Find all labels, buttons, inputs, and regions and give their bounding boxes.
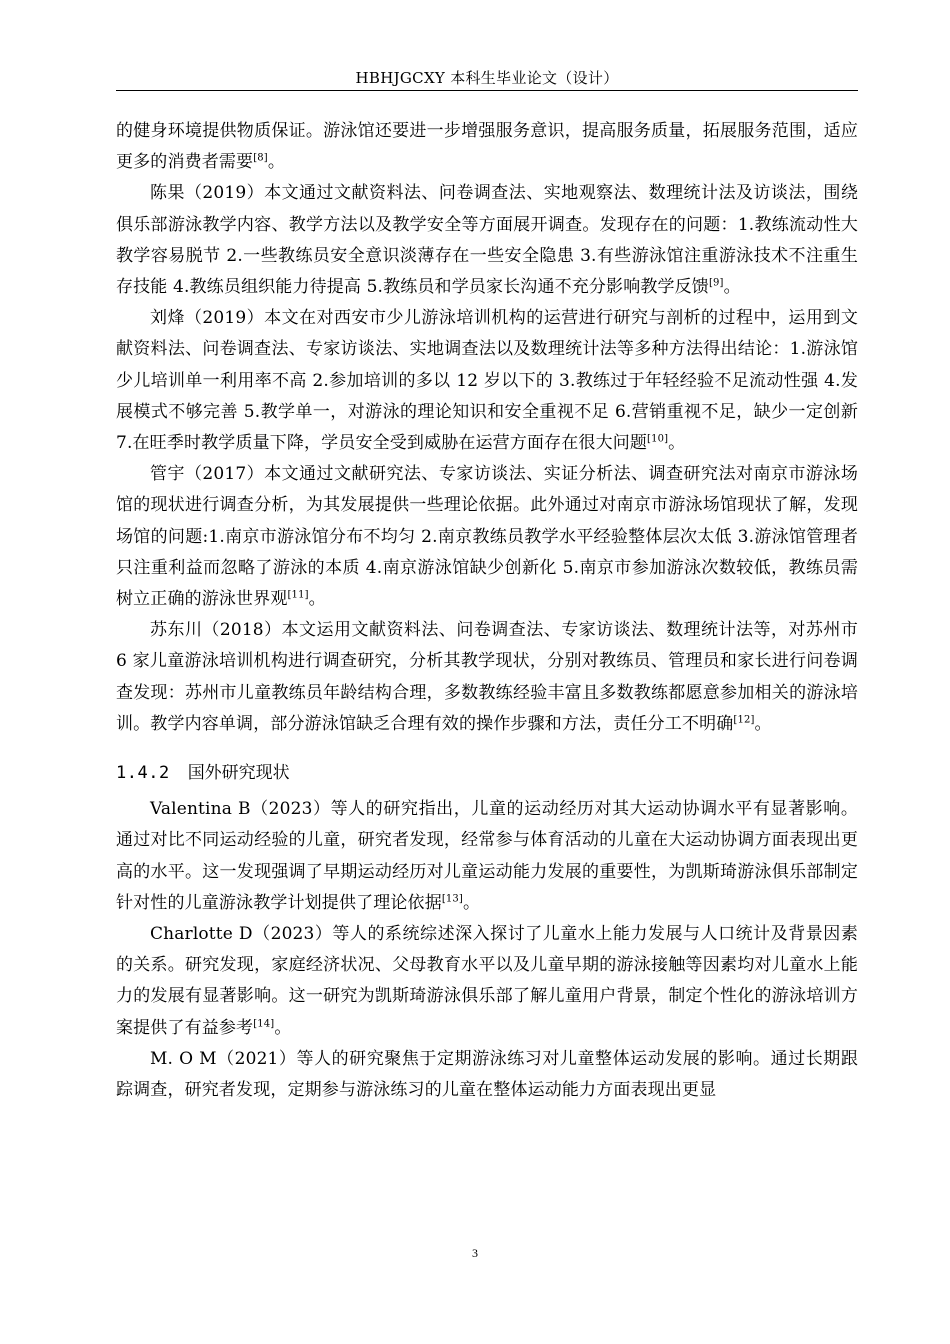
paragraph-text: M. O M（2021）等人的研究聚焦于定期游泳练习对儿童整体运动发展的影响。通过长期跟踪调查，研究者发现，定期参与游泳练习的儿童在整体运动能力方面表现出更显 [116,1048,858,1101]
citation-ref: [11] [287,589,309,601]
citation-ref: [10] [647,433,669,445]
page-body [116,116,858,1106]
paragraph-text: 刘烽（2019）本文在对西安市少儿游泳培训机构的运营进行研究与剖析的过程中，运用到文献资料法、问卷调查法、专家访谈法、实地调查法以及数理统计法等多种方法得出结论：1.游泳馆少儿培训单一利用率不高 2.参加培训的多以 12 岁以下的 3.教练过于年轻经验不足流动性强 4.发展模式不够完善 5.教学单一，对游泳的理论知识和安全重视不足 6.营销重视不足，缺少一定创新 7.在旺季时教学质量下降，学员安全受到威胁在运营方面存在很大问题 [116,308,858,454]
citation-ref: [8] [253,152,268,164]
paragraph-3 [116,303,858,459]
paragraph-1 [116,116,858,178]
citation-ref: [13] [441,893,463,905]
paragraph-tail: 。 [308,589,326,610]
paragraph-text: 的健身环境提供物质保证。游泳馆还要进一步增强服务意识，提高服务质量，拓展服务范围，适应更多的消费者需要 [116,121,858,173]
citation-ref: [12] [733,714,755,726]
paragraph-tail: 。 [754,713,772,734]
paragraph-tail: 。 [267,152,285,173]
paragraph-text: Valentina B（2023）等人的研究指出，儿童的运动经历对其大运动协调水平有显著影响。通过对比不同运动经验的儿童，研究者发现，经常参与体育活动的儿童在大运动协调方面表现出更高的水平。这一发现强调了早期运动经历对儿童运动能力发展的重要性，为凯斯琦游泳俱乐部制定针对性的儿童游泳教学计划提供了理论依据 [116,799,858,913]
header-title: HBHJGCXY 本科生毕业论文（设计） [355,69,619,87]
paragraph-4 [116,459,858,615]
paragraph-text: 管宇（2017）本文通过文献研究法、专家访谈法、实证分析法、调查研究法对南京市游泳场馆的现状进行调查分析，为其发展提供一些理论依据。此外通过对南京市游泳场馆现状了解，发现场馆的问题:1.南京市游泳馆分布不均匀 2.南京教练员教学水平经验整体层次太低 3.游泳馆管理者只注重利益而忽略了游泳的本质 4.南京游泳馆缺少创新化 5.南京市参加游泳次数较低，教练员需树立正确的游泳世界观 [116,464,858,610]
paragraph-8 [116,1044,858,1106]
paragraph-tail: 。 [668,433,686,454]
section-heading [116,758,858,789]
section-number: 1.4.2 [116,763,170,784]
paragraph-6 [116,794,858,919]
citation-ref: [14] [253,1018,275,1030]
paragraph-tail: 。 [274,1017,292,1038]
paragraph-7 [116,919,858,1044]
paragraph-text: 苏东川（2018）本文运用文献资料法、问卷调查法、专家访谈法、数理统计法等，对苏州市 6 家儿童游泳培训机构进行调查研究，分析其教学现状，分别对教练员、管理员和家长进行问卷调查发现：苏州市儿童教练员年龄结构合理，多数教练经验丰富且多数教练都愿意参加相关的游泳培训。教学内容单调，部分游泳馆缺乏合理有效的操作步骤和方法，责任分工不明确 [116,620,858,734]
page-number [0,1246,950,1261]
paragraph-tail: 。 [723,277,741,298]
paragraph-5 [116,615,858,740]
paragraph-tail: 。 [463,892,481,913]
paragraph-2 [116,178,858,303]
running-header [116,68,858,91]
section-title: 国外研究现状 [187,763,290,784]
citation-ref: [9] [708,277,724,289]
paragraph-text: Charlotte D（2023）等人的系统综述深入探讨了儿童水上能力发展与人口统计及背景因素的关系。研究发现，家庭经济状况、父母教育水平以及儿童早期的游泳接触等因素均对儿童水上能力的发展有显著影响。这一研究为凯斯琦游泳俱乐部了解儿童用户背景，制定个性化的游泳培训方案提供了有益参考 [116,924,858,1038]
page-number-text: 3 [472,1246,478,1260]
paragraph-text: 陈果（2019）本文通过文献资料法、问卷调查法、实地观察法、数理统计法及访谈法，围绕俱乐部游泳教学内容、教学方法以及教学安全等方面展开调查。发现存在的问题：1.教练流动性大教学容易脱节 2.一些教练员安全意识淡薄存在一些安全隐患 3.有些游泳馆注重游泳技术不注重生存技能 4.教练员组织能力待提高 5.教练员和学员家长沟通不充分影响教学反馈 [116,183,858,298]
